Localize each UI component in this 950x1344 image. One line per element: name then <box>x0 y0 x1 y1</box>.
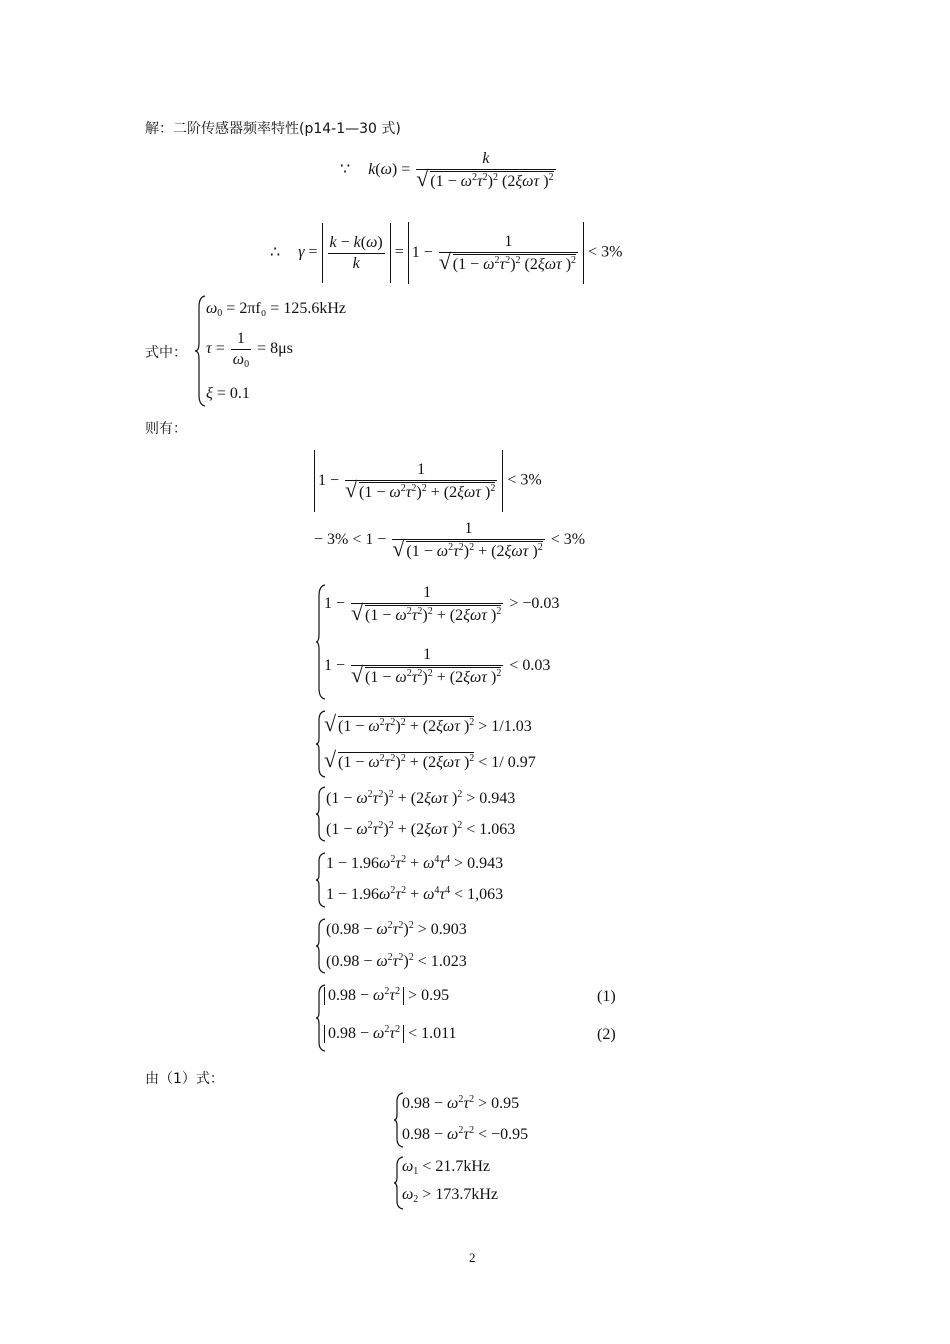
limit-1: < 3% <box>588 243 623 261</box>
brace-sys4 <box>316 852 326 908</box>
sys3-line1: $(1 - \omega^2\tau^2)^2 + (2\xi\omega\tau$ )$^2$ > 0.943 <box>326 789 516 807</box>
sys8-line2: $\omega_2 > 173.7kHz$ <box>402 1186 498 1205</box>
therefore-symbol: ∴ <box>270 243 281 261</box>
sys7-line1: $0.98 - \omega^2\tau^2 > 0.95$ <box>402 1094 520 1112</box>
ineq-two-sided: − 3% < 1 − 1 √ $(1 - \omega^2\tau^2)^2 + (2\xi\omega\tau$ )$^2$ < 3% <box>314 520 585 561</box>
where-label: 式中： <box>145 345 187 361</box>
because-symbol: ∵ <box>340 161 351 179</box>
sys4-line2: $1 - 1.96\omega^2\tau^2 + \omega^4\tau^4 < 1,063$ <box>326 885 504 903</box>
eq-number-2: (2) <box>597 1026 616 1043</box>
formula-gamma: ∴ γ = $\frac{k - k(\omega)}{k}$ = 1 − 1 √ $(1 - \omega^2\tau^2)^2$ (2ξωτ )$^2$ < 3% <box>270 222 622 284</box>
param-omega0: $\omega_0 = 2\pi f_0 = 125.6kHz$ <box>206 300 346 319</box>
eq-number-1: (1) <box>597 988 616 1005</box>
intro-text: 解：二阶传感器频率特性(p14-1—30 式) <box>145 121 401 137</box>
sys4-line1: $1 - 1.96\omega^2\tau^2 + \omega^4\tau^4 > 0.943$ <box>326 854 504 872</box>
sys1-line1: 1 − 1 √ $(1 - \omega^2\tau^2)^2 + (2\xi\omega\tau$ )$^2$ > −0.03 <box>324 584 559 625</box>
sys2-line2: √ $(1 - \omega^2\tau^2)^2 + (2\xi\omega\tau$ )$^2$ < 1/ 0.97 <box>326 752 536 772</box>
sys6-line2: $0.98 - \omega^2\tau^2 < 1.011$ <box>324 1025 457 1043</box>
then-label: 则有： <box>145 421 187 437</box>
from-label: 由（1）式： <box>145 1071 224 1087</box>
param-tau: τ = $\frac{1}{\omega_0}$ = 8μs <box>206 330 293 370</box>
sys6-line1: $0.98 - \omega^2\tau^2 > 0.95$ <box>324 987 449 1005</box>
sys3-line2: $(1 - \omega^2\tau^2)^2 + (2\xi\omega\tau$ )$^2$ < 1.063 <box>326 820 516 838</box>
sys1-line2: 1 − 1 √ $(1 - \omega^2\tau^2)^2 + (2\xi\omega\tau$ )$^2$ < 0.03 <box>324 646 550 687</box>
sys5-line2: $(0.98 - \omega^2\tau^2)^2 < 1.023$ <box>326 952 467 970</box>
param-xi: ξ = 0.1 <box>206 385 250 402</box>
formula-k-omega: ∵ k(ω) = k √ $(1 - \omega^2\tau^2)^2$ (2ξωτ )$^2$ <box>340 150 558 191</box>
page-number: 2 <box>469 1250 476 1265</box>
sys5-line1: $(0.98 - \omega^2\tau^2)^2 > 0.903$ <box>326 920 467 938</box>
sys8-line1: $\omega_1 < 21.7kHz$ <box>402 1158 490 1177</box>
brace-sys3 <box>316 786 326 842</box>
sys2-line1: √ $(1 - \omega^2\tau^2)^2 + (2\xi\omega\tau$ )$^2$ > 1/1.03 <box>326 716 532 736</box>
sys7-line2: $0.98 - \omega^2\tau^2 < -0.95$ <box>402 1125 529 1143</box>
brace-sys5 <box>316 918 326 974</box>
ineq-abs: 1 − 1 √ $(1 - \omega^2\tau^2)^2 + (2\xi\omega\tau$ )$^2$ < 3% <box>314 450 542 512</box>
